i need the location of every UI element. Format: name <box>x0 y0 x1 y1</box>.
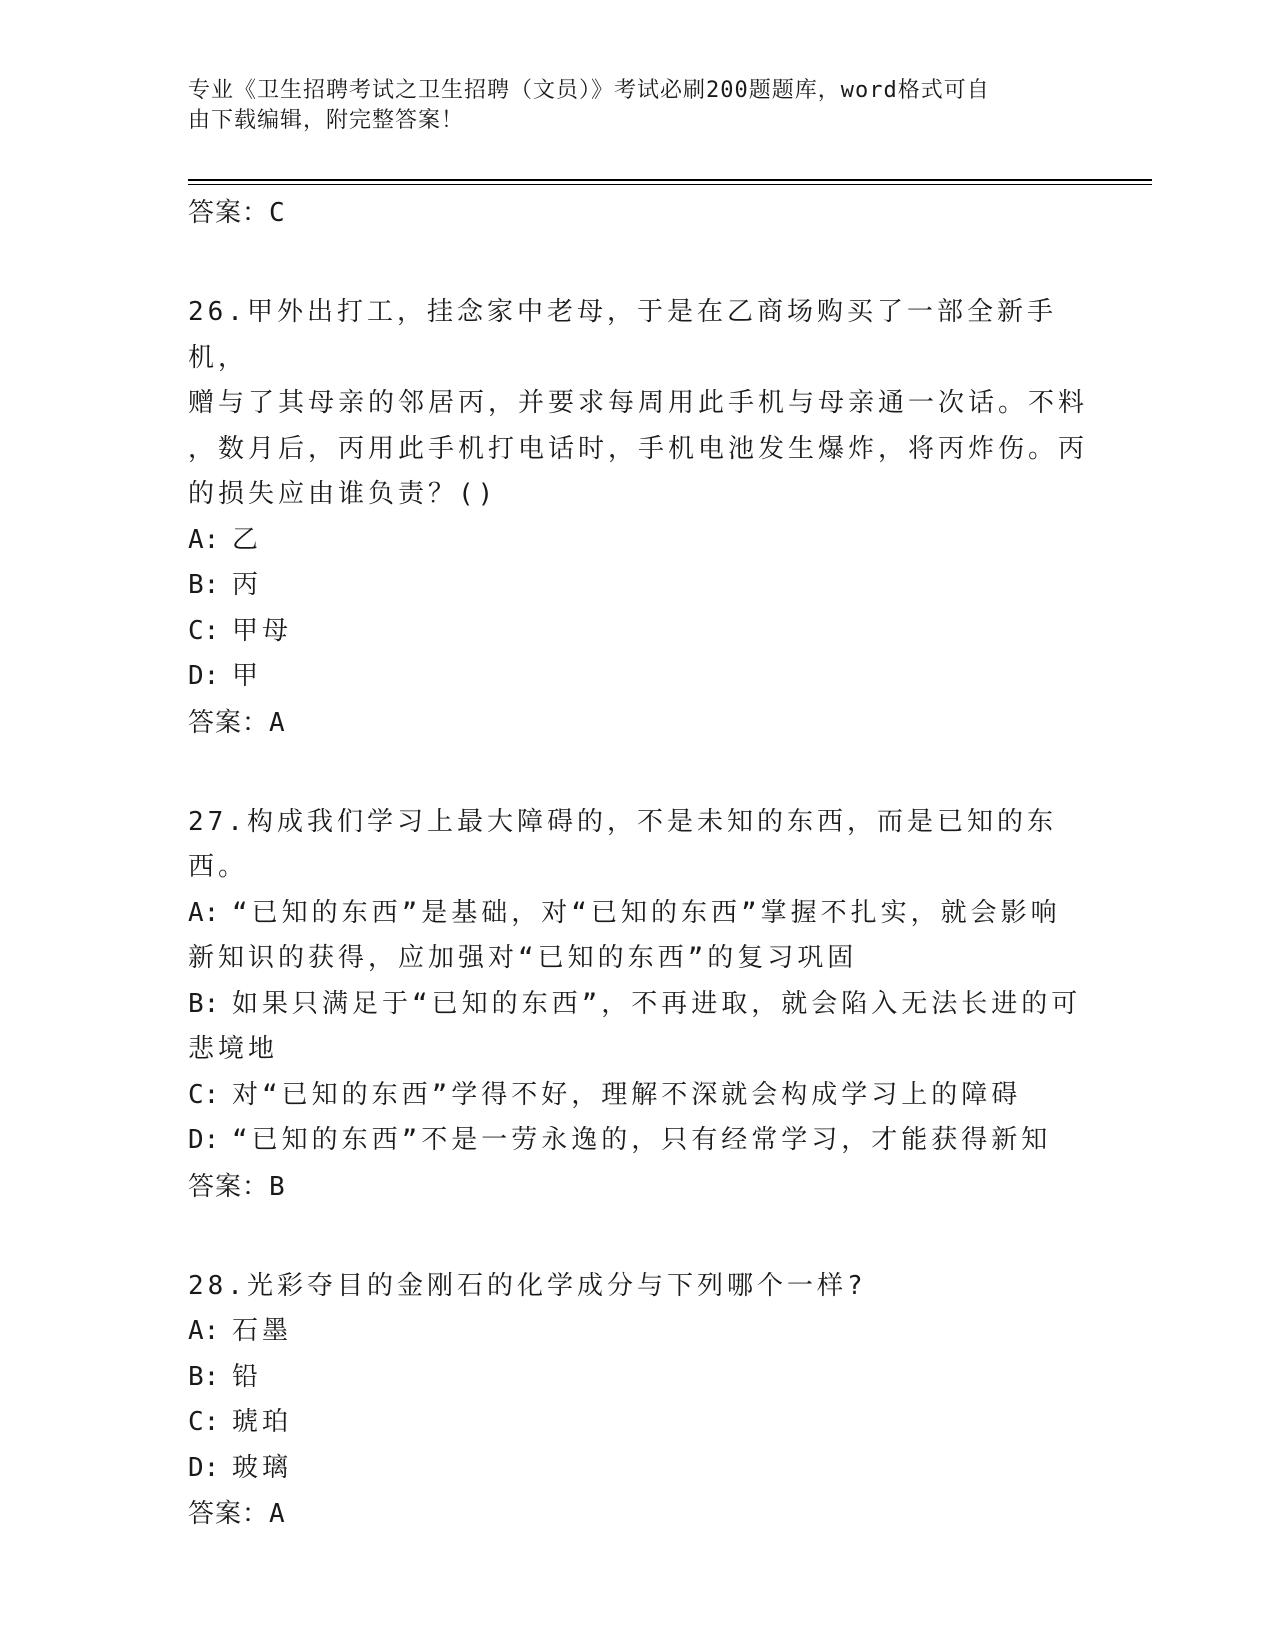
option-d <box>188 1446 1088 1492</box>
option-c <box>188 609 1088 655</box>
option-c <box>188 1073 1088 1119</box>
option-b <box>188 1355 1088 1401</box>
option-text: 乙 <box>232 524 263 555</box>
question-text-line: 28.光彩夺目的金刚石的化学成分与下列哪个一样? <box>188 1270 867 1301</box>
question-text-line: 的损失应由谁负责？() <box>188 479 498 509</box>
option-a <box>188 1309 1088 1355</box>
answer-line <box>188 1164 1088 1210</box>
option-letter: B: <box>188 1361 220 1392</box>
answer-label: 答案： <box>188 1171 270 1202</box>
option-text: “已知的东西”是基础，对“已知的东西”掌握不扎实，就会影响 <box>232 897 1061 928</box>
option-text: 琥珀 <box>232 1407 293 1437</box>
option-text: “已知的东西”不是一劳永逸的，只有经常学习，才能获得新知 <box>232 1125 1052 1155</box>
header-line-1: 专业《卫生招聘考试之卫生招聘（文员）》考试必刷200题题库，word格式可自 <box>188 78 990 103</box>
header-line-2: 由下载编辑，附完整答案！ <box>188 108 465 133</box>
header-divider-thick <box>188 179 1152 181</box>
answer-value: A <box>269 707 286 738</box>
page-header <box>188 76 1068 136</box>
option-a <box>188 891 1088 937</box>
question-text-line: ，数月后，丙用此手机打电话时，手机电池发生爆炸，将丙炸伤。丙 <box>188 433 1089 464</box>
option-letter: B: <box>188 988 220 1019</box>
question-28 <box>188 1264 1088 1538</box>
header-divider-thin <box>188 184 1152 185</box>
option-d <box>188 1118 1088 1164</box>
answer-value: A <box>269 1499 286 1529</box>
question-26 <box>188 290 1088 746</box>
option-text: 石墨 <box>232 1316 293 1346</box>
option-text: 甲母 <box>232 615 293 646</box>
answer-label: 答案： <box>188 707 270 738</box>
option-letter: C: <box>188 1079 220 1110</box>
option-letter: D: <box>188 1452 220 1483</box>
option-text: 甲 <box>232 661 263 691</box>
question-text-line: 赠与了其母亲的邻居丙，并要求每周用此手机与母亲通一次话。不料 <box>188 388 1089 418</box>
answer-line <box>188 190 1088 236</box>
option-letter: B: <box>188 570 220 600</box>
document-body <box>188 190 1088 1537</box>
option-text: 对“已知的东西”学得不好，理解不深就会构成学习上的障碍 <box>232 1079 1022 1110</box>
option-text: 如果只满足于“已知的东西”，不再进取，就会陷入无法长进的可 <box>232 988 1082 1019</box>
option-b <box>188 982 1088 1028</box>
answer-label: 答案： <box>188 1499 270 1529</box>
option-letter: C: <box>188 615 220 646</box>
option-letter: A: <box>188 897 220 928</box>
answer-label: 答案： <box>188 198 270 228</box>
question-text-line: 26.甲外出打工，挂念家中老母，于是在乙商场购买了一部全新手机， <box>188 297 1057 373</box>
option-b <box>188 563 1088 609</box>
option-d <box>188 654 1088 700</box>
question-text-line: 27.构成我们学习上最大障碍的，不是未知的东西，而是已知的东西。 <box>188 806 1057 882</box>
option-text: 丙 <box>232 570 263 600</box>
option-a <box>188 518 1088 564</box>
option-letter: A: <box>188 524 220 555</box>
option-b-continued: 悲境地 <box>188 1034 279 1064</box>
option-c <box>188 1400 1088 1446</box>
answer-value: B <box>269 1171 286 1202</box>
option-letter: A: <box>188 1316 220 1346</box>
answer-line <box>188 700 1088 746</box>
option-text: 玻璃 <box>232 1452 293 1483</box>
option-letter: C: <box>188 1407 220 1437</box>
option-letter: D: <box>188 1125 220 1155</box>
option-a-continued: 新知识的获得，应加强对“已知的东西”的复习巩固 <box>188 943 858 973</box>
option-letter: D: <box>188 661 220 691</box>
answer-line <box>188 1491 1088 1537</box>
question-27 <box>188 800 1088 1210</box>
answer-value: C <box>269 198 286 228</box>
option-text: 铅 <box>232 1361 263 1392</box>
